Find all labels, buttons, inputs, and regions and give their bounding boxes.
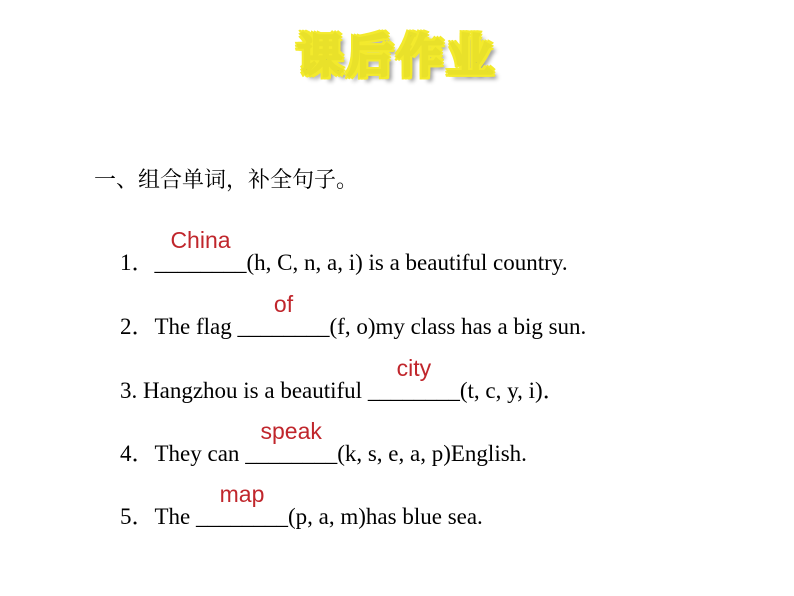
item-suffix: (k, s, e, a, p)English. [337, 441, 527, 466]
exercise-item-4 [120, 418, 527, 468]
answer-blank [245, 418, 338, 467]
blank-line: ________ [196, 504, 289, 529]
answer-blank [196, 481, 289, 530]
item-prefix: 1． [120, 250, 155, 275]
item-suffix: (f, o)my class has a big sun. [329, 314, 587, 339]
exercise-item-3 [120, 355, 566, 405]
blank-line: ________ [367, 378, 460, 403]
answer-blank [154, 227, 247, 276]
answer-text: China [170, 227, 231, 253]
answer-text: of [273, 291, 294, 317]
blank-line: ________ [154, 250, 247, 275]
item-suffix: (t, c, y, i)． [459, 378, 566, 403]
page-title: 课后作业 [297, 29, 497, 83]
exercise-item-2 [120, 291, 587, 341]
answer-blank [237, 291, 330, 340]
item-suffix: (h, C, n, a, i) is a beautiful country. [246, 250, 568, 275]
item-prefix: 2．The flag [120, 314, 238, 339]
item-prefix: 4．They can [120, 441, 246, 466]
exercise-item-1 [120, 227, 568, 277]
section-heading: 一、组合单词，补全句子。 [94, 168, 359, 193]
blank-line: ________ [245, 441, 338, 466]
answer-blank [367, 355, 460, 404]
item-suffix: (p, a, m)has blue sea. [288, 504, 483, 529]
item-prefix: 5．The [120, 504, 197, 529]
item-prefix: 3. Hangzhou is a beautiful [120, 378, 368, 403]
blank-line: ________ [237, 314, 330, 339]
answer-text: speak [260, 418, 322, 444]
answer-text: city [396, 355, 432, 381]
exercise-item-5 [120, 481, 483, 531]
answer-text: map [219, 481, 265, 507]
